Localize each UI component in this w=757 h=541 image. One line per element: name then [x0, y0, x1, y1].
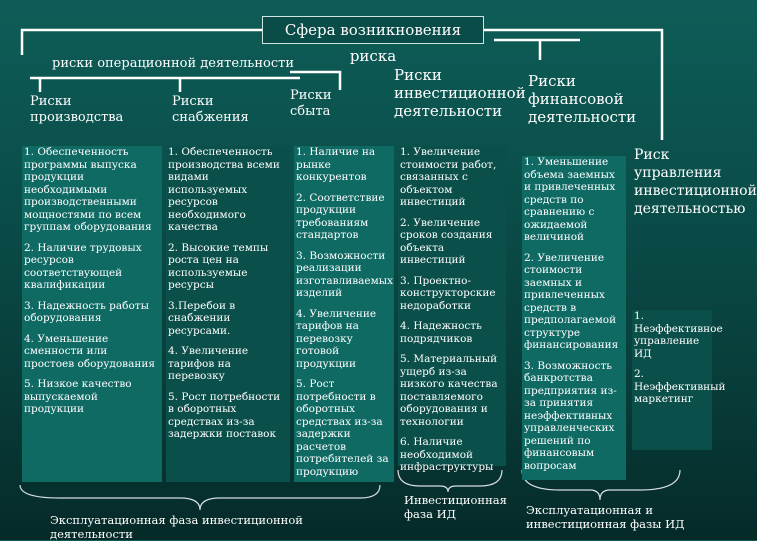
list-item: 2. Неэффективный маркетинг: [634, 368, 726, 405]
brace-operational: [20, 485, 380, 510]
financial-list: [522, 156, 626, 480]
supply-list: [166, 146, 290, 482]
list-item: 1. Увеличение стоимости работ, связанных с объектом инвестиций: [400, 146, 497, 208]
investment-footer: Инвестиционная фаза ИД: [404, 493, 507, 521]
management-heading: Риск управления инвестиционной деятельностью: [634, 147, 757, 217]
list-item: 3. Возможности реализации изготавливаемых изделий: [296, 249, 394, 299]
sales-list: [294, 146, 394, 482]
list-item: 6. Наличие необходимой инфраструктуры: [400, 436, 494, 473]
list-item: 1. Наличие на рынке конкурентов: [296, 146, 376, 183]
financial-heading: Риски финансовой деятельности: [528, 72, 637, 126]
list-item: 5. Низкое качество выпускаемой продукции: [24, 378, 132, 415]
page-title: Сфера возникновения риска: [262, 16, 484, 44]
connector-title-operational: [22, 30, 262, 55]
list-item: 5. Рост потребности в оборотных средствах из-за задержки поставок: [168, 390, 281, 440]
list-item: 3. Надежность работы оборудования: [24, 299, 149, 324]
financial-footer: Эксплуатационная и инвестиционная фазы ИД: [526, 503, 685, 531]
list-item: 2. Высокие темпы роста цен на используемые ресурсы: [168, 241, 269, 291]
sales-heading: Риски сбыта: [290, 88, 332, 119]
management-list: [632, 310, 726, 450]
list-item: 3.Перебои в снабжении ресурсами.: [168, 299, 236, 337]
list-item: 1. Обеспеченность производства всеми видами используемых ресурсов необходимого качества: [168, 146, 280, 233]
list-item: 4. Увеличение тарифов на перевозку готовой продукции: [296, 307, 377, 370]
production-list: [22, 146, 162, 482]
list-item: 4. Уменьшение сменности или простоев оборудования: [24, 332, 155, 370]
supply-heading: Риски снабжения: [172, 94, 249, 125]
list-item: 3. Проектно-конструкторские недоработки: [400, 274, 496, 312]
list-item: 2. Наличие трудовых ресурсов соответствующей квалификации: [24, 241, 142, 291]
list-item: 2. Увеличение стоимости заемных и привлеченных средств в предполагаемой структуре финансирования: [524, 251, 619, 351]
operational-footer: Эксплуатационная фаза инвестиционной деятельности: [50, 513, 303, 541]
list-item: 4. Надежность подрядчиков: [400, 320, 482, 345]
operational-heading: риски операционной деятельности: [52, 56, 294, 71]
investment-list: [398, 146, 506, 473]
list-item: 2. Соответствие продукции требованиям стандартов: [296, 191, 385, 241]
list-item: 5. Материальный ущерб из-за низкого качества поставляемого оборудования и технологии: [400, 353, 498, 428]
investment-heading: Риски инвестиционной деятельности: [394, 66, 526, 120]
production-heading: Риски производства: [30, 94, 124, 125]
list-item: 1. Неэффективное управление ИД: [634, 310, 723, 360]
list-item: 2. Увеличение сроков создания объекта инвестиций: [400, 216, 493, 266]
list-item: 5. Рост потребности в оборотных средствах из-за задержки расчетов потребителей за продукцию: [296, 378, 389, 478]
list-item: 1. Уменьшение объема заемных и привлеченных средств по сравнению с ожидаемой величиной: [524, 156, 616, 243]
list-item: 3. Возможность банкротства предприятия из-за принятия неэффективных управленческих решений по финансовым вопросам: [524, 359, 617, 472]
list-item: 1. Обеспеченность программы выпуска продукции необходимыми производственными мощностями по всем группам оборудования: [24, 146, 152, 233]
list-item: 4. Увеличение тарифов на перевозку: [168, 345, 249, 382]
